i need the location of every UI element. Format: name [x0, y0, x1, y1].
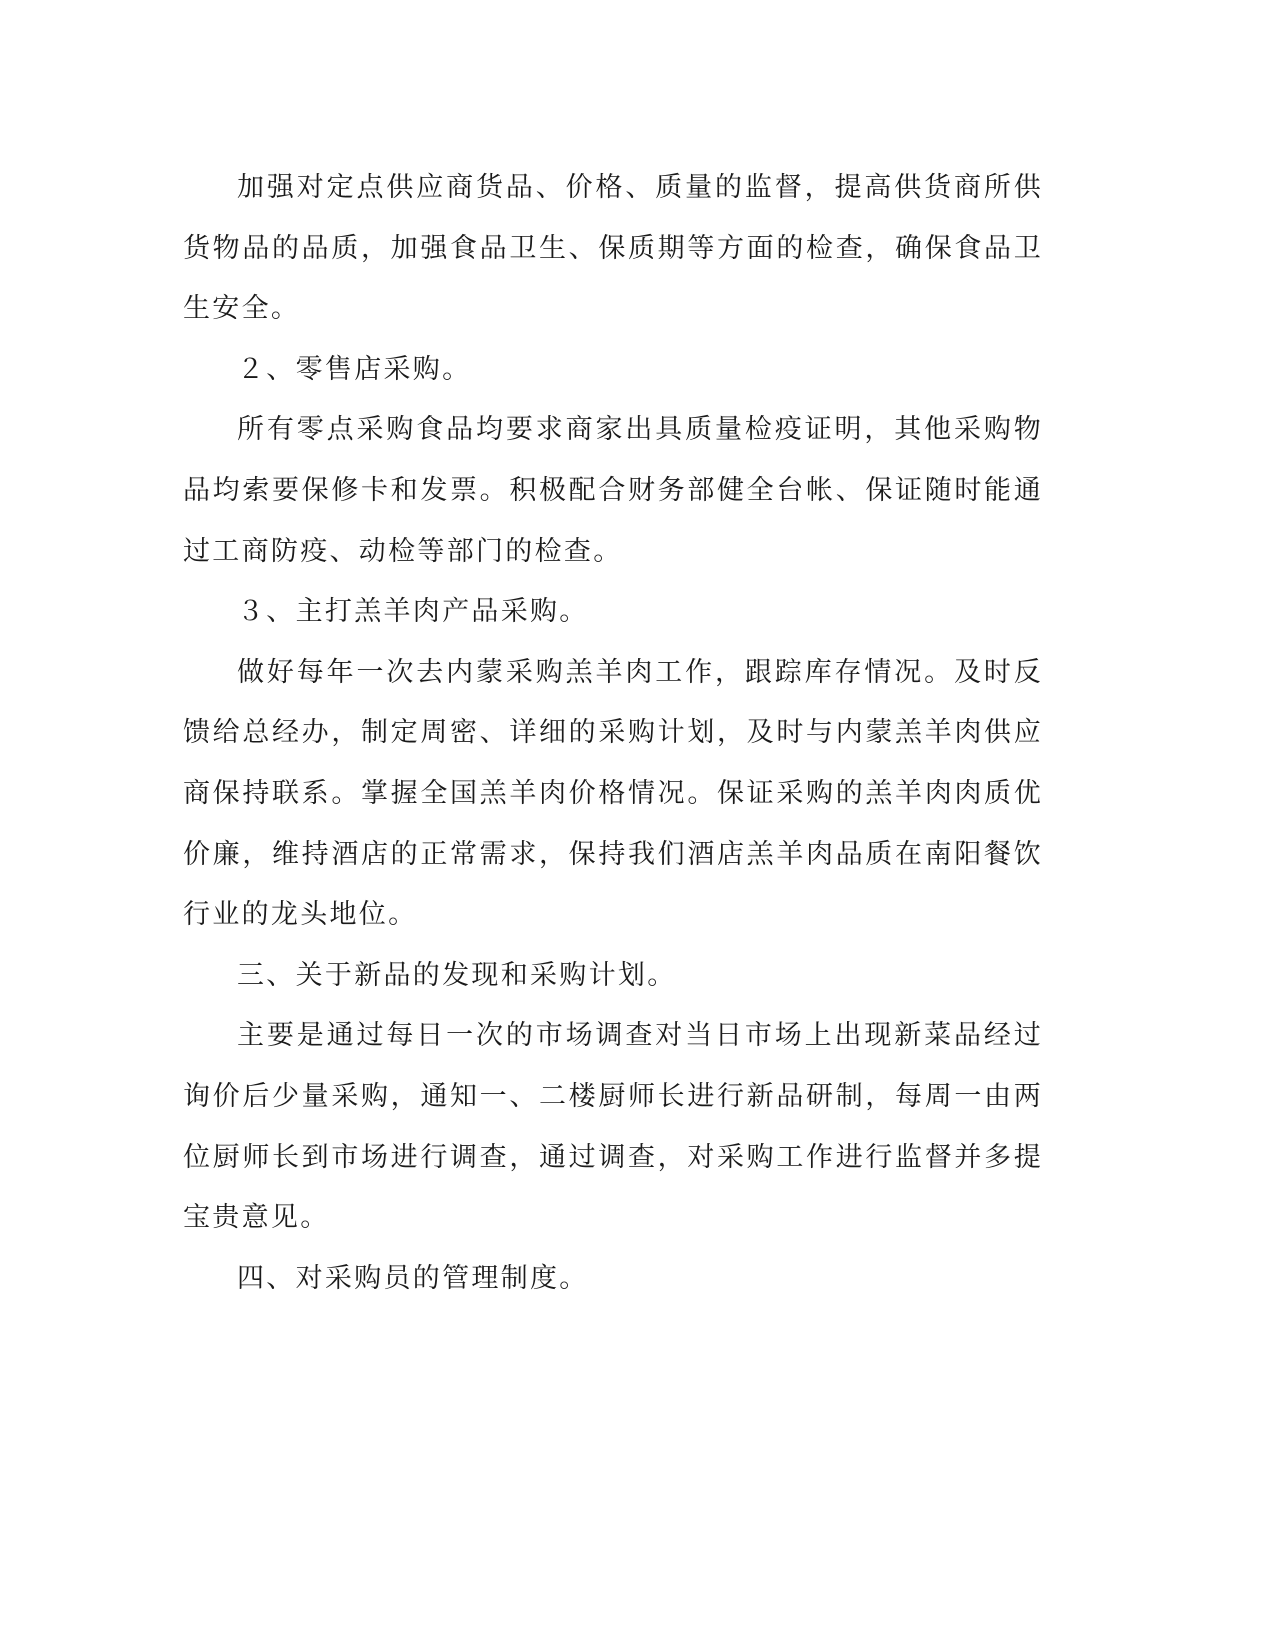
- paragraph-supplier-supervision: 加强对定点供应商货品、价格、质量的监督，提高供货商所供货物品的品质，加强食品卫生、保质期等方面的检查，确保食品卫生安全。: [183, 172, 1043, 325]
- document-body: [183, 158, 1043, 1309]
- heading-retail-procurement: ２、零售店采购。: [237, 353, 472, 385]
- heading-new-products: 三、关于新品的发现和采购计划。: [237, 959, 677, 991]
- heading-buyer-management: 四、对采购员的管理制度。: [237, 1262, 589, 1294]
- heading-lamb-procurement: ３、主打羔羊肉产品采购。: [237, 596, 589, 628]
- paragraph-new-products: 主要是通过每日一次的市场调查对当日市场上出现新菜品经过询价后少量采购，通知一、二楼厨师长进行新品研制，每周一由两位厨师长到市场进行调查，通过调查，对采购工作进行监督并多提宝贵意见。: [183, 1020, 1043, 1234]
- paragraph-lamb-procurement: 做好每年一次去内蒙采购羔羊肉工作，跟踪库存情况。及时反馈给总经办，制定周密、详细的采购计划，及时与内蒙羔羊肉供应商保持联系。掌握全国羔羊肉价格情况。保证采购的羔羊肉肉质优价廉，维持酒店的正常需求，保持我们酒店羔羊肉品质在南阳餐饮行业的龙头地位。: [183, 656, 1043, 931]
- paragraph-retail-procurement: 所有零点采购食品均要求商家出具质量检疫证明，其他采购物品均索要保修卡和发票。积极配合财务部健全台帐、保证随时能通过工商防疫、动检等部门的检查。: [183, 414, 1043, 567]
